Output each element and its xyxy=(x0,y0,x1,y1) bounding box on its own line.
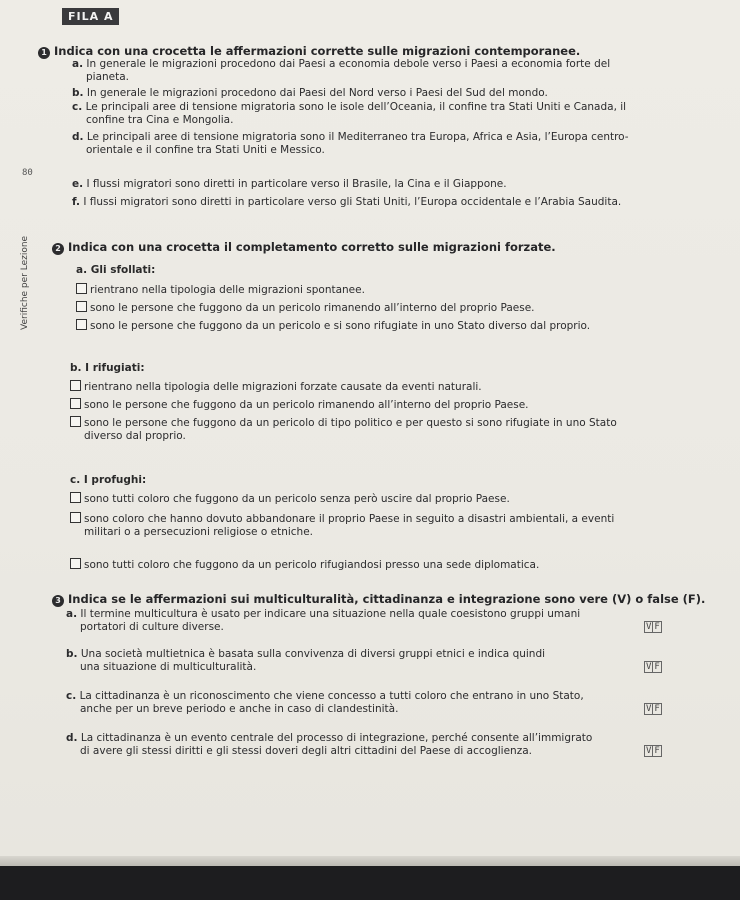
q3-item-c xyxy=(66,690,636,716)
f-box[interactable]: F xyxy=(654,704,660,714)
checkbox[interactable] xyxy=(70,512,81,523)
item-letter: a. xyxy=(72,58,84,70)
option-text: sono le persone che fuggono da un pericolo di tipo politico e per questo si sono rifugiate in uno Stato xyxy=(84,417,617,429)
checkbox[interactable] xyxy=(76,283,87,294)
v-box[interactable]: V xyxy=(646,746,652,756)
page-bottom-edge xyxy=(0,856,740,866)
item-text-cont: confine tra Cina e Mongolia. xyxy=(86,114,234,126)
item-text: Le principali aree di tensione migratoria sono il Mediterraneo tra Europa, Africa e Asia, l’Europa centro- xyxy=(86,131,629,143)
item-text: Il termine multicultura è usato per indicare una situazione nella quale coesistono gruppi umani xyxy=(80,608,581,620)
q1-item-b xyxy=(72,87,642,100)
item-text: Le principali aree di tensione migratoria sono le isole dell’Oceania, il confine tra Stati Uniti e Canada, il xyxy=(85,101,627,113)
item-letter: c. xyxy=(72,101,83,113)
v-box[interactable]: V xyxy=(646,662,652,672)
q2-title-text: Indica con una crocetta il completamento corretto sulle migrazioni forzate. xyxy=(68,240,556,254)
page-number: 80 xyxy=(22,168,33,178)
fila-badge: FILA A xyxy=(62,8,119,25)
q3-item-a xyxy=(66,608,636,634)
f-box[interactable]: F xyxy=(654,662,660,672)
checkbox[interactable] xyxy=(70,416,81,427)
f-box[interactable]: F xyxy=(654,746,660,756)
item-letter: d. xyxy=(72,131,84,143)
option-text: sono tutti coloro che fuggono da un pericolo senza però uscire dal proprio Paese. xyxy=(84,493,510,505)
q2-c-option-3[interactable] xyxy=(70,558,630,572)
q2-group-c-label: c. I profughi: xyxy=(70,474,147,486)
q2-a-option-1[interactable] xyxy=(76,283,636,297)
option-text: rientrano nella tipologia delle migrazioni forzate causate da eventi naturali. xyxy=(84,381,482,393)
option-text-cont: militari o a persecuzioni religiose o etniche. xyxy=(84,526,313,538)
option-text: sono le persone che fuggono da un pericolo e si sono rifugiate in uno Stato diverso dal proprio. xyxy=(90,320,591,332)
q2-b-option-3[interactable] xyxy=(70,416,670,443)
item-letter: f. xyxy=(72,196,80,208)
option-text: sono le persone che fuggono da un pericolo rimanendo all’interno del proprio Paese. xyxy=(84,399,529,411)
dark-background-strip xyxy=(0,866,740,900)
item-text-cont: di avere gli stessi diritti e gli stessi doveri degli altri cittadini del Paese di accoglienza. xyxy=(80,745,532,757)
option-text-cont: diverso dal proprio. xyxy=(84,430,186,442)
item-letter: c. xyxy=(66,690,77,702)
q1-item-a xyxy=(72,58,642,84)
q2-group-a-label: a. Gli sfollati: xyxy=(76,264,156,276)
checkbox[interactable] xyxy=(70,398,81,409)
item-letter: e. xyxy=(72,178,84,190)
option-text: sono coloro che hanno dovuto abbandonare il proprio Paese in seguito a disastri ambientali, a eventi xyxy=(84,513,615,525)
option-text: rientrano nella tipologia delle migrazioni spontanee. xyxy=(90,284,365,296)
q2-number-icon: 2 xyxy=(52,243,64,255)
item-text-cont: pianeta. xyxy=(86,71,130,83)
option-text: sono le persone che fuggono da un pericolo rimanendo all’interno del proprio Paese. xyxy=(90,302,535,314)
checkbox[interactable] xyxy=(70,380,81,391)
item-text-cont: una situazione di multiculturalità. xyxy=(80,661,257,673)
item-text: I flussi migratori sono diretti in particolare verso il Brasile, la Cina e il Giappone. xyxy=(86,178,507,190)
q2-b-option-1[interactable] xyxy=(70,380,630,394)
q1-number-icon: 1 xyxy=(38,47,50,59)
q3-number-icon: 3 xyxy=(52,595,64,607)
checkbox[interactable] xyxy=(70,492,81,503)
q2-a-option-2[interactable] xyxy=(76,301,636,315)
q1-item-e xyxy=(72,178,642,191)
item-text: Una società multietnica è basata sulla convivenza di diversi gruppi etnici e indica quindi xyxy=(80,648,546,660)
checkbox[interactable] xyxy=(76,319,87,330)
q3-item-d xyxy=(66,732,636,758)
item-text: La cittadinanza è un evento centrale del processo di integrazione, perché consente all’immigrato xyxy=(80,732,593,744)
q1-item-f xyxy=(72,196,672,209)
item-text: I flussi migratori sono diretti in particolare verso gli Stati Uniti, l’Europa occidentale e l’Arabia Saudita. xyxy=(83,196,622,208)
q3-d-vf-boxes[interactable] xyxy=(644,745,661,757)
q2-group-b-label: b. I rifugiati: xyxy=(70,362,145,374)
option-text: sono tutti coloro che fuggono da un pericolo rifugiandosi presso una sede diplomatica. xyxy=(84,559,540,571)
q2-b-option-2[interactable] xyxy=(70,398,630,412)
checkbox[interactable] xyxy=(70,558,81,569)
q3-title xyxy=(52,592,705,607)
item-letter: d. xyxy=(66,732,78,744)
item-letter: a. xyxy=(66,608,78,620)
v-box[interactable]: V xyxy=(646,704,652,714)
checkbox[interactable] xyxy=(76,301,87,312)
q1-title-text: Indica con una crocetta le affermazioni corrette sulle migrazioni contemporanee. xyxy=(54,44,581,58)
q3-b-vf-boxes[interactable] xyxy=(644,661,661,673)
item-letter: b. xyxy=(72,87,84,99)
q3-a-vf-boxes[interactable] xyxy=(644,621,661,633)
item-text-cont: orientale e il confine tra Stati Uniti e Messico. xyxy=(86,144,325,156)
item-text: La cittadinanza è un riconoscimento che viene concesso a tutti coloro che entrano in uno Stato, xyxy=(79,690,584,702)
q3-title-text: Indica se le affermazioni sui multiculturalità, cittadinanza e integrazione sono vere (V) o false (F). xyxy=(68,592,706,606)
q3-c-vf-boxes[interactable] xyxy=(644,703,661,715)
q2-c-option-1[interactable] xyxy=(70,492,630,506)
q1-item-c xyxy=(72,101,642,127)
q3-item-b xyxy=(66,648,636,674)
item-letter: b. xyxy=(66,648,78,660)
f-box[interactable]: F xyxy=(654,622,660,632)
q2-title xyxy=(52,240,556,255)
q2-c-option-2[interactable] xyxy=(70,512,670,539)
q1-title xyxy=(38,44,580,59)
v-box[interactable]: V xyxy=(646,622,652,632)
item-text-cont: anche per un breve periodo e anche in caso di clandestinità. xyxy=(80,703,399,715)
q1-item-d xyxy=(72,131,642,157)
item-text: In generale le migrazioni procedono dai Paesi a economia debole verso i Paesi a economia forte del xyxy=(86,58,611,70)
item-text-cont: portatori di culture diverse. xyxy=(80,621,224,633)
side-label: Verifiche per Lezione xyxy=(20,235,30,330)
item-text: In generale le migrazioni procedono dai Paesi del Nord verso i Paesi del Sud del mondo. xyxy=(86,87,548,99)
q2-a-option-3[interactable] xyxy=(76,319,676,333)
